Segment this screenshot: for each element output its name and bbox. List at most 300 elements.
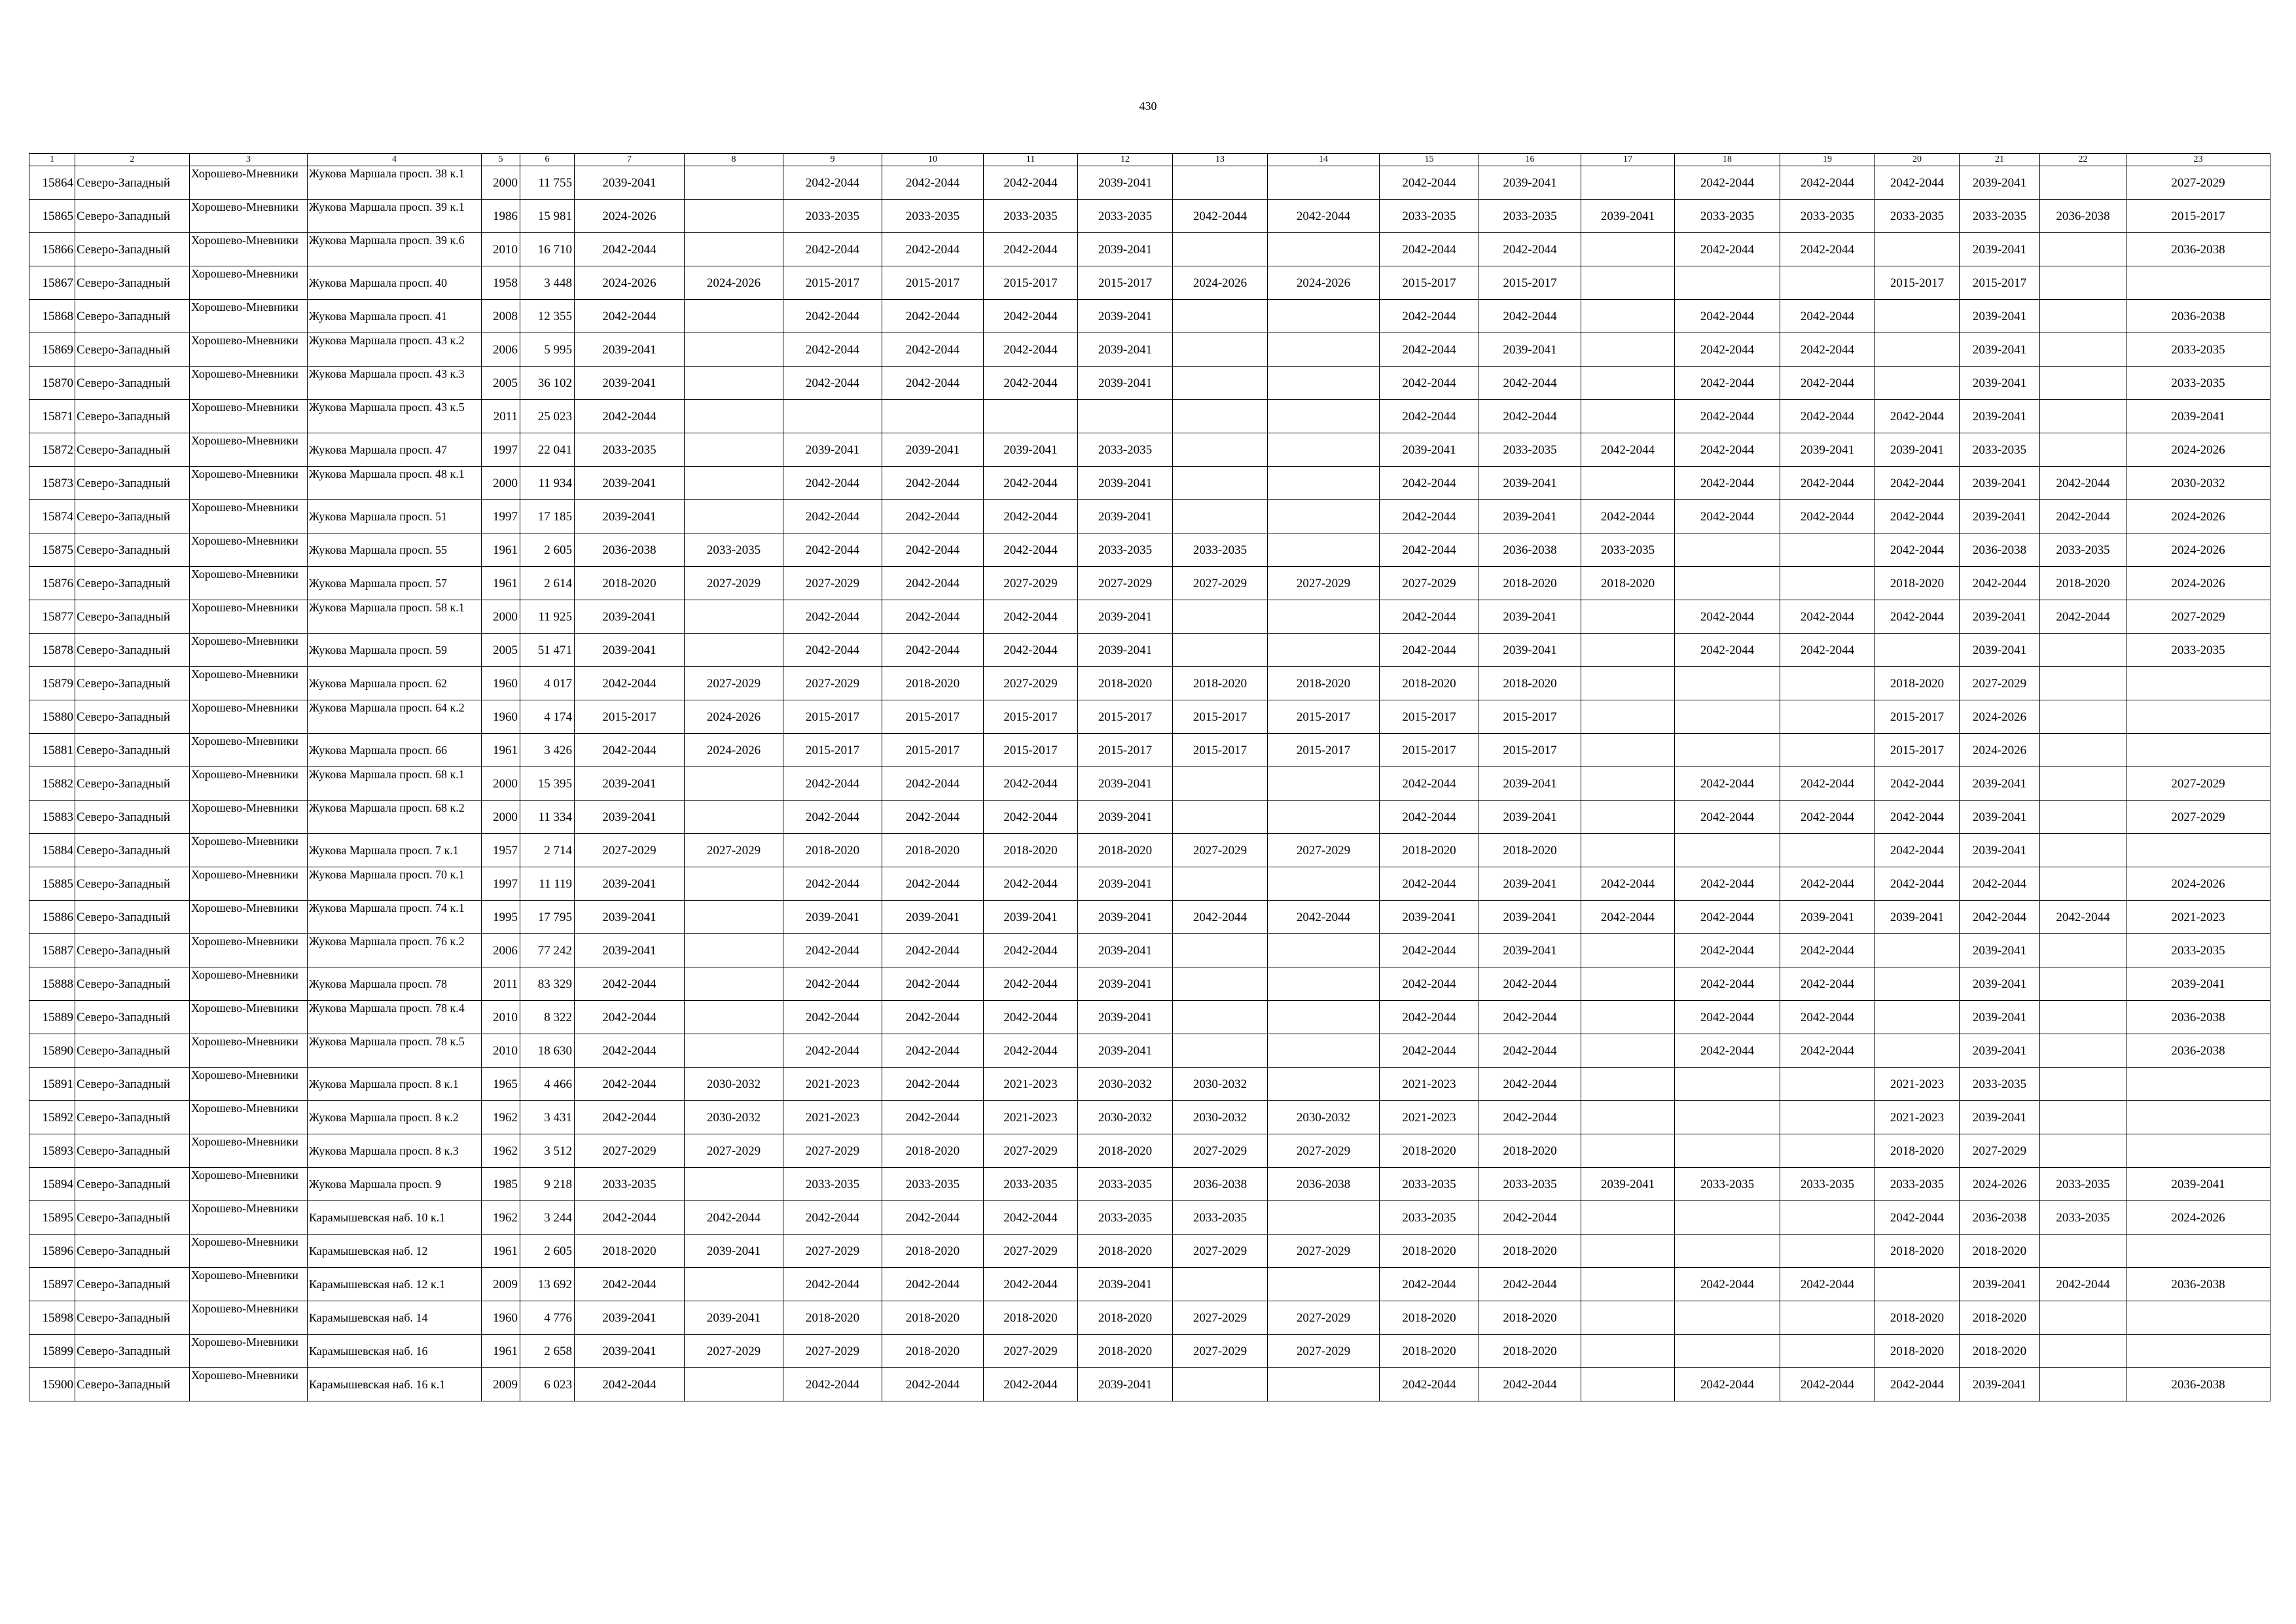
repair-period-cell: 2042-2044 [984,533,1078,567]
repair-period-cell [1268,1034,1380,1068]
repair-period-cell [1268,166,1380,200]
repair-period-cell [1173,867,1268,901]
repair-period-cell: 2018-2020 [1268,667,1380,700]
repair-period-cell [1581,834,1675,867]
build-year-cell: 1962 [482,1134,520,1168]
repair-period-cell [2126,266,2270,300]
repair-period-cell: 2042-2044 [783,367,882,400]
row-id-cell: 15890 [29,1034,75,1068]
repair-period-cell [1173,967,1268,1001]
repair-period-cell [1581,1068,1675,1101]
district-cell: Хорошево-Мневники [190,667,308,700]
repair-period-cell: 2039-2041 [1960,1368,2040,1401]
district-cell: Хорошево-Мневники [190,634,308,667]
repair-period-cell: 2039-2041 [1078,333,1173,367]
address-cell: Жукова Маршала просп. 59 [308,634,482,667]
repair-period-cell: 2042-2044 [1675,634,1780,667]
repair-period-cell: 2042-2044 [783,1268,882,1301]
repair-period-cell: 2018-2020 [1581,567,1675,600]
repair-period-cell: 2039-2041 [1078,300,1173,333]
repair-period-cell [1780,667,1875,700]
repair-period-cell: 2039-2041 [1960,467,2040,500]
repair-period-cell: 2039-2041 [1960,333,2040,367]
area-cell: 15 395 [520,767,575,801]
repair-period-cell: 2018-2020 [882,1134,984,1168]
repair-period-cell: 2039-2041 [1875,433,1960,467]
address-cell: Жукова Маршала просп. 8 к.1 [308,1068,482,1101]
repair-period-cell: 2039-2041 [1960,634,2040,667]
repair-period-cell: 2042-2044 [1780,467,1875,500]
repair-period-cell: 2024-2026 [2126,500,2270,533]
repair-period-cell [2040,166,2126,200]
repair-period-cell: 2042-2044 [2040,500,2126,533]
repair-period-cell [1268,767,1380,801]
repair-period-cell: 2033-2035 [2126,367,2270,400]
repair-period-cell: 2027-2029 [1268,834,1380,867]
build-year-cell: 2010 [482,233,520,266]
address-cell: Жукова Маршала просп. 43 к.3 [308,367,482,400]
repair-period-cell: 2042-2044 [1380,1001,1479,1034]
repair-period-cell: 2042-2044 [783,533,882,567]
repair-period-cell: 2018-2020 [1173,667,1268,700]
repair-period-cell [685,1368,783,1401]
repair-period-cell: 2033-2035 [2040,1201,2126,1235]
table-row [29,1368,2270,1401]
repair-period-cell [1581,600,1675,634]
table-row [29,533,2270,567]
repair-period-cell: 2036-2038 [2126,1368,2270,1401]
repair-period-cell: 2042-2044 [882,600,984,634]
repair-period-cell: 2039-2041 [1078,767,1173,801]
repair-period-cell [1675,1134,1780,1168]
repair-period-cell: 2027-2029 [1173,834,1268,867]
repair-period-cell: 2015-2017 [984,700,1078,734]
repair-period-cell [685,1034,783,1068]
repair-period-cell: 2039-2041 [1078,867,1173,901]
repair-period-cell: 2039-2041 [1960,500,2040,533]
repair-period-cell: 2015-2017 [882,700,984,734]
repair-period-cell: 2033-2035 [1479,200,1581,233]
repair-period-cell [1581,801,1675,834]
repair-period-cell: 2033-2035 [1479,433,1581,467]
repair-period-cell: 2042-2044 [1380,233,1479,266]
district-cell: Хорошево-Мневники [190,834,308,867]
repair-period-cell: 2042-2044 [984,1268,1078,1301]
repair-period-cell [2040,700,2126,734]
table-row [29,801,2270,834]
repair-period-cell: 2024-2026 [575,266,685,300]
repair-period-cell: 2042-2044 [882,300,984,333]
repair-period-cell: 2042-2044 [1581,867,1675,901]
repair-period-cell: 2018-2020 [1479,1235,1581,1268]
repair-period-cell [1581,266,1675,300]
repair-period-cell: 2015-2017 [1078,266,1173,300]
repair-period-cell: 2039-2041 [1078,500,1173,533]
repair-period-cell: 2042-2044 [1875,1368,1960,1401]
repair-period-cell: 2015-2017 [1479,266,1581,300]
repair-period-cell: 2042-2044 [1479,1201,1581,1235]
column-number-header: 7 [575,154,685,166]
repair-period-cell: 2042-2044 [783,867,882,901]
repair-period-cell: 2033-2035 [1380,200,1479,233]
repair-period-cell: 2042-2044 [1780,767,1875,801]
column-number-header: 1 [29,154,75,166]
table-row [29,1335,2270,1368]
repair-period-cell: 2021-2023 [783,1068,882,1101]
repair-period-cell [1078,400,1173,433]
admin-district-cell: Северо-Западный [75,667,190,700]
repair-period-cell: 2018-2020 [1380,1235,1479,1268]
repair-period-cell: 2015-2017 [1173,700,1268,734]
row-id-cell: 15892 [29,1101,75,1134]
repair-period-cell: 2039-2041 [1479,801,1581,834]
repair-period-cell: 2018-2020 [1078,1235,1173,1268]
area-cell: 4 466 [520,1068,575,1101]
repair-period-cell: 2039-2041 [1960,801,2040,834]
area-cell: 15 981 [520,200,575,233]
address-cell: Жукова Маршала просп. 64 к.2 [308,700,482,734]
repair-period-cell: 2027-2029 [783,667,882,700]
repair-period-cell: 2039-2041 [685,1235,783,1268]
repair-period-cell: 2039-2041 [575,166,685,200]
repair-period-cell: 2018-2020 [1078,834,1173,867]
admin-district-cell: Северо-Западный [75,533,190,567]
repair-period-cell: 2042-2044 [1581,500,1675,533]
repair-period-cell [685,801,783,834]
repair-period-cell: 2042-2044 [984,934,1078,967]
repair-period-cell: 2042-2044 [783,166,882,200]
repair-period-cell: 2039-2041 [575,934,685,967]
repair-period-cell: 2042-2044 [1780,400,1875,433]
repair-period-cell [685,1001,783,1034]
column-number-header: 15 [1380,154,1479,166]
repair-period-cell [1675,1201,1780,1235]
admin-district-cell: Северо-Западный [75,934,190,967]
repair-period-cell: 2027-2029 [2126,166,2270,200]
repair-period-cell [1875,967,1960,1001]
repair-period-cell [1675,1101,1780,1134]
repair-period-cell [882,400,984,433]
build-year-cell: 1961 [482,533,520,567]
row-id-cell: 15876 [29,567,75,600]
repair-period-cell [2040,400,2126,433]
table-row [29,934,2270,967]
repair-period-cell: 2042-2044 [2040,467,2126,500]
repair-period-cell [685,934,783,967]
repair-period-cell: 2042-2044 [1780,867,1875,901]
repair-period-cell: 2015-2017 [882,734,984,767]
address-cell: Жукова Маршала просп. 78 к.4 [308,1001,482,1034]
repair-period-cell [1675,1335,1780,1368]
build-year-cell: 1962 [482,1201,520,1235]
build-year-cell: 1961 [482,734,520,767]
repair-period-cell: 2039-2041 [1078,934,1173,967]
repair-period-cell [1268,634,1380,667]
repair-period-cell: 2024-2026 [2126,533,2270,567]
repair-period-cell [1581,1368,1675,1401]
repair-period-cell: 2018-2020 [783,834,882,867]
repair-period-cell [1268,533,1380,567]
build-year-cell: 1997 [482,500,520,533]
repair-period-cell: 2042-2044 [984,300,1078,333]
repair-period-cell: 2042-2044 [984,867,1078,901]
repair-period-cell: 2015-2017 [1380,700,1479,734]
repair-period-cell: 2027-2029 [2126,801,2270,834]
repair-period-cell: 2042-2044 [783,767,882,801]
repair-period-cell [1780,1101,1875,1134]
repair-period-cell: 2036-2038 [2040,200,2126,233]
repair-period-cell [1581,1134,1675,1168]
repair-period-cell: 2039-2041 [1479,634,1581,667]
repair-period-cell [1173,300,1268,333]
repair-period-cell: 2018-2020 [1875,1335,1960,1368]
column-number-header: 20 [1875,154,1960,166]
district-cell: Хорошево-Мневники [190,300,308,333]
repair-period-cell: 2015-2017 [1479,734,1581,767]
area-cell: 3 431 [520,1101,575,1134]
repair-period-cell: 2042-2044 [882,500,984,533]
table-row [29,667,2270,700]
repair-period-cell [1268,467,1380,500]
table-row [29,901,2270,934]
district-cell: Хорошево-Мневники [190,533,308,567]
repair-period-cell: 2039-2041 [2126,400,2270,433]
repair-period-cell: 2027-2029 [984,1134,1078,1168]
repair-period-cell: 2042-2044 [1479,1268,1581,1301]
repair-period-cell: 2018-2020 [1875,567,1960,600]
repair-period-cell: 2042-2044 [575,400,685,433]
repair-period-cell: 2021-2023 [1380,1068,1479,1101]
repair-period-cell: 2042-2044 [783,600,882,634]
row-id-cell: 15867 [29,266,75,300]
repair-period-cell: 2027-2029 [1173,567,1268,600]
row-id-cell: 15883 [29,801,75,834]
address-cell: Жукова Маршала просп. 74 к.1 [308,901,482,934]
repair-period-cell [1581,1001,1675,1034]
repair-period-cell: 2042-2044 [1380,1268,1479,1301]
repair-period-cell: 2042-2044 [1380,333,1479,367]
repair-period-cell: 2042-2044 [882,867,984,901]
address-cell: Жукова Маршала просп. 40 [308,266,482,300]
repair-period-cell: 2027-2029 [1173,1134,1268,1168]
repair-period-cell: 2042-2044 [1675,233,1780,266]
district-cell: Хорошево-Мневники [190,801,308,834]
repair-period-cell [1268,1268,1380,1301]
column-number-header: 17 [1581,154,1675,166]
district-cell: Хорошево-Мневники [190,1201,308,1235]
area-cell: 11 925 [520,600,575,634]
repair-period-cell: 2018-2020 [2040,567,2126,600]
repair-period-cell [1173,1268,1268,1301]
repair-period-cell: 2030-2032 [685,1068,783,1101]
address-cell: Жукова Маршала просп. 7 к.1 [308,834,482,867]
repair-period-cell: 2036-2038 [1960,1201,2040,1235]
repair-period-cell: 2042-2044 [882,533,984,567]
address-cell: Жукова Маршала просп. 76 к.2 [308,934,482,967]
row-id-cell: 15888 [29,967,75,1001]
column-number-header: 13 [1173,154,1268,166]
repair-period-cell [2040,767,2126,801]
repair-period-cell: 2042-2044 [1675,967,1780,1001]
repair-period-cell: 2033-2035 [2126,333,2270,367]
repair-period-cell: 2018-2020 [1078,1134,1173,1168]
admin-district-cell: Северо-Западный [75,1268,190,1301]
repair-period-cell [1173,233,1268,266]
repair-period-cell: 2027-2029 [685,834,783,867]
repair-period-cell: 2033-2035 [1380,1168,1479,1201]
repair-period-cell [2126,734,2270,767]
column-number-header: 14 [1268,154,1380,166]
repair-period-cell: 2039-2041 [1078,1368,1173,1401]
column-number-header: 8 [685,154,783,166]
repair-period-cell: 2042-2044 [984,500,1078,533]
repair-period-cell: 2042-2044 [1675,166,1780,200]
repair-period-cell: 2030-2032 [1078,1101,1173,1134]
district-cell: Хорошево-Мневники [190,934,308,967]
repair-period-cell: 2033-2035 [882,1168,984,1201]
repair-period-cell: 2033-2035 [1078,433,1173,467]
column-number-header: 23 [2126,154,2270,166]
repair-period-cell: 2036-2038 [2126,233,2270,266]
repair-period-cell [1780,1134,1875,1168]
repair-period-cell: 2039-2041 [1078,600,1173,634]
address-cell: Жукова Маршала просп. 8 к.3 [308,1134,482,1168]
repair-period-cell: 2042-2044 [1780,967,1875,1001]
repair-period-cell: 2018-2020 [575,1235,685,1268]
repair-period-cell: 2042-2044 [1380,634,1479,667]
repair-period-cell [1581,767,1675,801]
repair-period-cell: 2042-2044 [1875,1201,1960,1235]
repair-period-cell: 2039-2041 [984,433,1078,467]
repair-period-cell [2040,433,2126,467]
repair-period-cell: 2042-2044 [685,1201,783,1235]
repair-period-cell: 2042-2044 [783,934,882,967]
repair-period-cell: 2039-2041 [1875,901,1960,934]
repair-period-cell: 2027-2029 [1268,567,1380,600]
repair-period-cell: 2042-2044 [575,1001,685,1034]
repair-period-cell: 2042-2044 [1675,1034,1780,1068]
repair-period-cell: 2042-2044 [1380,1368,1479,1401]
repair-period-cell: 2042-2044 [1780,300,1875,333]
repair-period-cell: 2039-2041 [575,634,685,667]
repair-period-cell [1581,734,1675,767]
repair-period-cell [1173,333,1268,367]
repair-period-cell: 2039-2041 [1078,233,1173,266]
repair-period-cell: 2042-2044 [882,467,984,500]
repair-period-cell [1173,634,1268,667]
repair-period-cell [1875,1034,1960,1068]
repair-period-cell: 2042-2044 [783,500,882,533]
area-cell: 4 017 [520,667,575,700]
table-row [29,1201,2270,1235]
address-cell: Жукова Маршала просп. 62 [308,667,482,700]
repair-period-cell: 2042-2044 [1780,1034,1875,1068]
repair-period-cell [2040,1034,2126,1068]
repair-period-cell: 2027-2029 [783,1335,882,1368]
repair-period-cell: 2042-2044 [882,1268,984,1301]
repair-period-cell: 2039-2041 [1078,166,1173,200]
row-id-cell: 15893 [29,1134,75,1168]
repair-period-cell [1581,1268,1675,1301]
row-id-cell: 15877 [29,600,75,634]
table-row [29,767,2270,801]
repair-period-cell: 2042-2044 [1675,600,1780,634]
repair-period-cell: 2042-2044 [783,967,882,1001]
repair-period-cell: 2042-2044 [882,367,984,400]
repair-period-cell: 2018-2020 [1380,1335,1479,1368]
address-cell: Жукова Маршала просп. 41 [308,300,482,333]
build-year-cell: 1958 [482,266,520,300]
repair-period-cell: 2015-2017 [984,734,1078,767]
table-row [29,300,2270,333]
repair-period-cell: 2039-2041 [1479,600,1581,634]
district-cell: Хорошево-Мневники [190,1368,308,1401]
repair-period-cell: 2015-2017 [1875,734,1960,767]
repair-period-cell [685,767,783,801]
repair-period-cell [1780,1068,1875,1101]
repair-period-cell: 2042-2044 [882,934,984,967]
repair-period-cell: 2018-2020 [1078,1301,1173,1335]
repair-period-cell: 2039-2041 [1960,367,2040,400]
repair-period-cell [2040,266,2126,300]
repair-period-cell: 2042-2044 [575,1268,685,1301]
repair-period-cell [1780,1335,1875,1368]
repair-period-cell [1875,1001,1960,1034]
repair-period-cell [1268,801,1380,834]
repair-period-cell: 2033-2035 [984,1168,1078,1201]
repair-period-cell: 2039-2041 [882,901,984,934]
admin-district-cell: Северо-Западный [75,333,190,367]
repair-period-cell: 2042-2044 [1780,934,1875,967]
repair-period-cell [1780,834,1875,867]
repair-period-cell: 2027-2029 [575,1134,685,1168]
repair-period-cell: 2015-2017 [1380,266,1479,300]
row-id-cell: 15882 [29,767,75,801]
repair-period-cell: 2042-2044 [1875,600,1960,634]
repair-period-cell: 2033-2035 [685,533,783,567]
row-id-cell: 15864 [29,166,75,200]
repair-period-cell: 2042-2044 [882,233,984,266]
repair-period-cell: 2033-2035 [1960,1068,2040,1101]
column-number-header: 10 [882,154,984,166]
repair-period-cell [1268,967,1380,1001]
address-cell: Карамышевская наб. 16 к.1 [308,1368,482,1401]
address-cell: Жукова Маршала просп. 55 [308,533,482,567]
repair-period-cell [2040,1235,2126,1268]
repair-period-cell [2040,1368,2126,1401]
repair-period-cell: 2042-2044 [1380,533,1479,567]
build-year-cell: 2000 [482,467,520,500]
area-cell: 5 995 [520,333,575,367]
repair-period-cell: 2018-2020 [882,1335,984,1368]
repair-period-cell: 2042-2044 [1675,901,1780,934]
column-number-header: 21 [1960,154,2040,166]
repair-period-cell: 2024-2026 [2126,1201,2270,1235]
area-cell: 11 334 [520,801,575,834]
repair-period-cell: 2033-2035 [1479,1168,1581,1201]
repair-period-cell: 2042-2044 [575,1034,685,1068]
repair-period-cell: 2036-2038 [1173,1168,1268,1201]
repair-period-cell [1581,166,1675,200]
repair-period-cell [2040,1001,2126,1034]
repair-period-cell: 2039-2041 [575,901,685,934]
repair-period-cell: 2039-2041 [882,433,984,467]
repair-period-cell [2040,1335,2126,1368]
table-row [29,834,2270,867]
build-year-cell: 2005 [482,634,520,667]
repair-period-cell: 2027-2029 [984,1335,1078,1368]
repair-period-cell: 2018-2020 [1479,567,1581,600]
